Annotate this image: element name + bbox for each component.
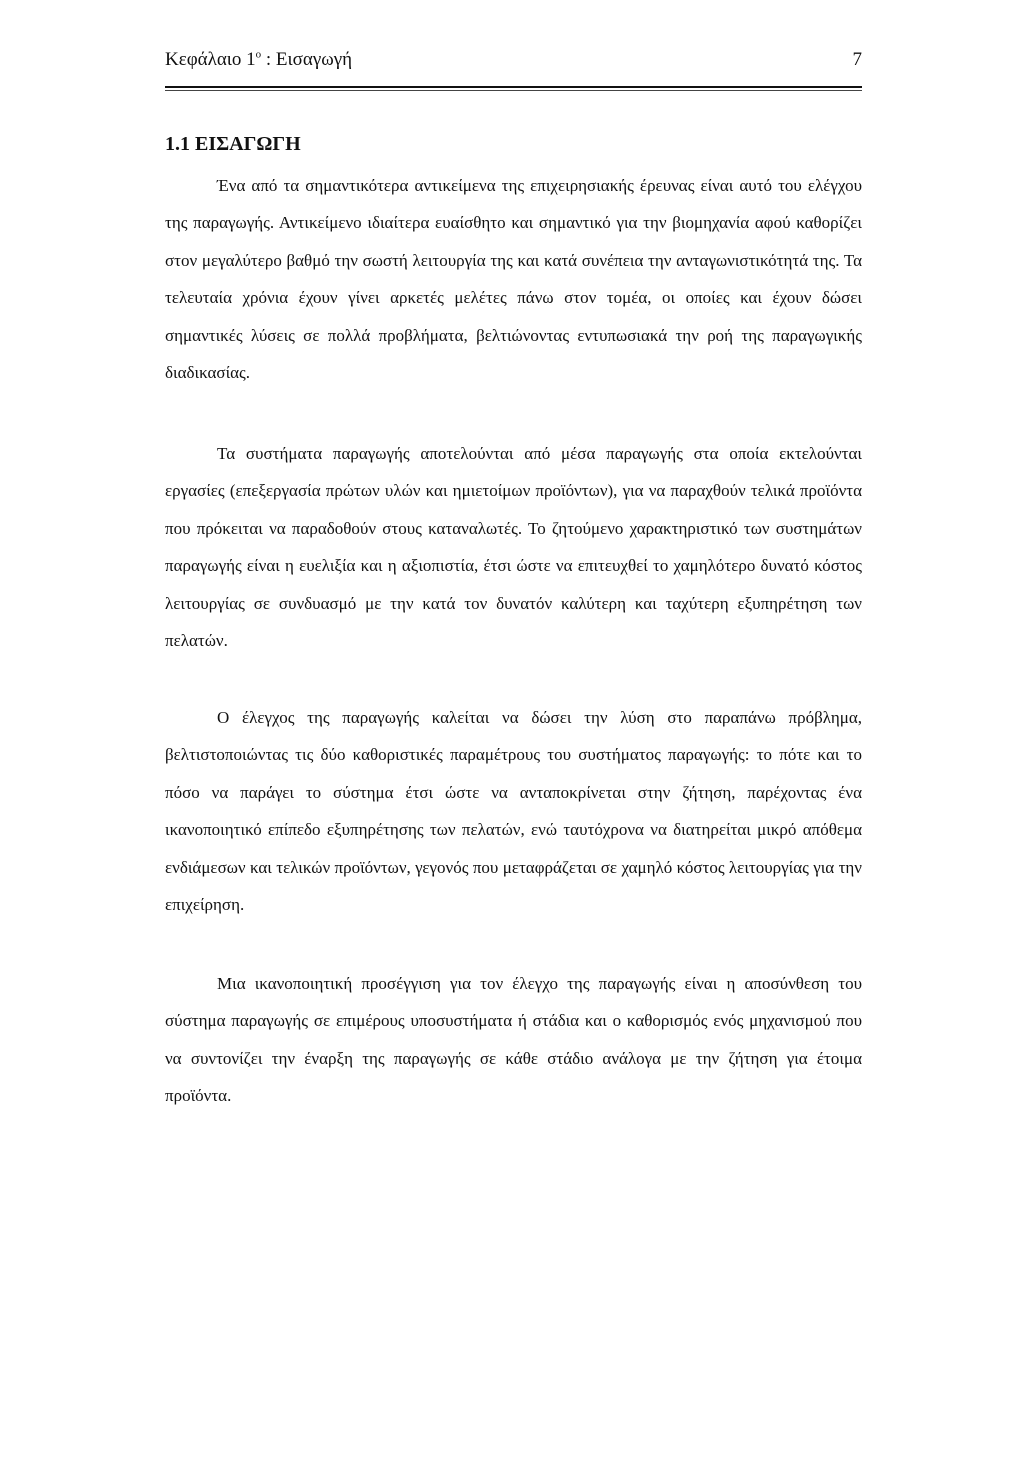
body-paragraph: Ένα από τα σημαντικότερα αντικείμενα της επιχειρησιακής έρευνας είναι αυτό του ελέγχου της παραγωγής. Αντικείμενο ιδιαίτερα ευαίσθητο και σημαντικό για την βιομηχανία αφού καθορίζει στον μεγαλύτερο βαθμό την σωστή λειτουργία της και κατά συνέπεια την ανταγωνιστικότητά της. Τα τελευταία χρόνια έχουν γίνει αρκετές μελέτες πάνω στον τομέα, οι οποίες και έχουν δώσει σημαντικές λύσεις σε πολλά προβλήματα, βελτιώνοντας εντυπωσιακά την ροή της παραγωγικής διαδικασίας. [165, 176, 862, 383]
chapter-label: Κεφάλαιο 1 [165, 49, 256, 70]
header-divider-thick-line [165, 86, 862, 88]
chapter-ordinal-superscript: ο [255, 48, 262, 61]
header-divider [165, 86, 862, 92]
body-paragraph: Μια ικανοποιητική προσέγγιση για τον έλεγχο της παραγωγής είναι η αποσύνθεση του σύστημα παραγωγής σε επιμέρους υποσυστήματα ή στάδια και ο καθορισμός ενός μηχανισμού που να συντονίζει την έναρξη της παραγωγής σε κάθε στάδιο ανάλογα με την ζήτηση για έτοιμα προϊόντα. [165, 974, 862, 1106]
body-paragraph: Ο έλεγχος της παραγωγής καλείται να δώσει την λύση στο παραπάνω πρόβλημα, βελτιστοποιώντας τις δύο καθοριστικές παραμέτρους του συστήματος παραγωγής: το πότε και το πόσο να παράγει το σύστημα έτσι ώστε να ανταποκρίνεται στην ζήτηση, παρέχοντας ένα ικανοποιητικό επίπεδο εξυπηρέτησης των πελατών, ενώ ταυτόχρονα να διατηρείται μικρό απόθεμα ενδιάμεσων και τελικών προϊόντων, γεγονός που μεταφράζεται σε χαμηλό κόστος λειτουργίας για την επιχείρηση. [165, 708, 862, 915]
chapter-title-text: : Εισαγωγή [261, 49, 353, 70]
section-heading: 1.1 ΕΙΣΑΓΩΓΗ [165, 133, 301, 155]
chapter-title [165, 46, 352, 74]
body-paragraph: Τα συστήματα παραγωγής αποτελούνται από μέσα παραγωγής στα οποία εκτελούνται εργασίες (επεξεργασία πρώτων υλών και ημιετοίμων προϊόντων), για να παραχθούν τελικά προϊόντα που πρόκειται να παραδοθούν στους καταναλωτές. Το ζητούμενο χαρακτηριστικό των συστημάτων παραγωγής είναι η ευελιξία και η αξιοπιστία, έτσι ώστε να επιτευχθεί το χαμηλότερο δυνατό κόστος λειτουργίας σε συνδυασμό με την κατά τον δυνατόν καλύτερη και ταχύτερη εξυπηρέτηση των πελατών. [165, 444, 862, 651]
page-number: 7 [852, 49, 862, 70]
running-header [165, 46, 862, 74]
header-divider-thin-line [165, 90, 862, 91]
